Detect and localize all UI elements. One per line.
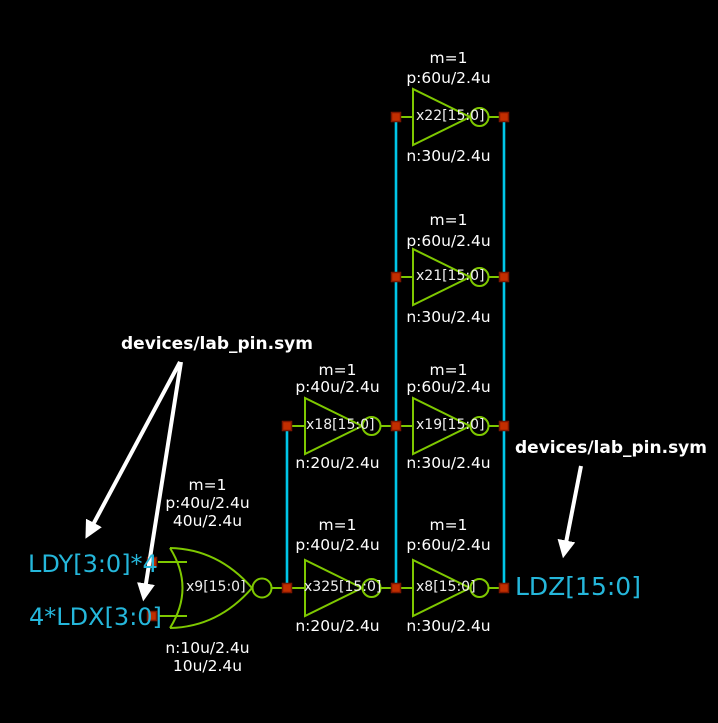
x9-pmos-label-1: p:40u/2.4u (165, 494, 250, 512)
pin-x21-out[interactable] (500, 273, 509, 282)
x18-nmos-label: n:20u/2.4u (295, 454, 380, 472)
x9-pmos-label-2: 40u/2.4u (172, 512, 243, 530)
pin-x325-in[interactable] (283, 584, 292, 593)
x21-pmos-label: p:60u/2.4u (406, 232, 491, 250)
x21-instance-name: x21[15:0] (416, 268, 485, 284)
nor-output-bubble (253, 579, 272, 598)
x9-nmos-label-2: 10u/2.4u (172, 657, 243, 675)
x8-pmos-label: p:60u/2.4u (406, 536, 491, 554)
lab-pin-note-right: devices/lab_pin.sym (515, 438, 707, 458)
pin-ldz[interactable] (500, 584, 509, 593)
pin-x22-out[interactable] (500, 113, 509, 122)
x325-m-label: m=1 (318, 516, 357, 534)
x8-instance-name: x8[15:0] (416, 579, 476, 595)
x19-instance-name: x19[15:0] (416, 417, 485, 433)
x21-nmos-label: n:30u/2.4u (406, 308, 491, 326)
net-label-ldz[interactable]: LDZ[15:0] (515, 572, 641, 601)
x22-nmos-label: n:30u/2.4u (406, 147, 491, 165)
pin-x19-out[interactable] (500, 422, 509, 431)
x19-m-label: m=1 (429, 361, 468, 379)
x325-nmos-label: n:20u/2.4u (295, 617, 380, 635)
pin-x22-in[interactable] (392, 113, 401, 122)
x19-nmos-label: n:30u/2.4u (406, 454, 491, 472)
lab-pin-note-left: devices/lab_pin.sym (121, 334, 313, 354)
x18-m-label: m=1 (318, 361, 357, 379)
x19-pmos-label: p:60u/2.4u (406, 378, 491, 396)
x22-pmos-label: p:60u/2.4u (406, 69, 491, 87)
x18-instance-name: x18[15:0] (306, 417, 375, 433)
pin-x21-in[interactable] (392, 273, 401, 282)
x9-m-label: m=1 (188, 476, 227, 494)
pin-x8-in[interactable] (392, 584, 401, 593)
x325-pmos-label: p:40u/2.4u (295, 536, 380, 554)
x22-instance-name: x22[15:0] (416, 108, 485, 124)
arrow-to-ldz-pin (564, 466, 581, 553)
x9-nmos-label-1: n:10u/2.4u (165, 639, 250, 657)
x8-m-label: m=1 (429, 516, 468, 534)
pin-x18-in[interactable] (283, 422, 292, 431)
pin-x18-out[interactable] (392, 422, 401, 431)
x22-m-label: m=1 (429, 49, 468, 67)
x21-m-label: m=1 (429, 211, 468, 229)
x9-instance-name: x9[15:0] (186, 579, 246, 595)
net-label-ldy[interactable]: LDY[3:0]*4 (28, 550, 158, 578)
x325-instance-name: x325[15:0] (304, 579, 382, 595)
x18-pmos-label: p:40u/2.4u (295, 378, 380, 396)
x8-nmos-label: n:30u/2.4u (406, 617, 491, 635)
net-label-ldx[interactable]: 4*LDX[3:0] (29, 603, 162, 631)
net-wires[interactable] (287, 121, 504, 584)
